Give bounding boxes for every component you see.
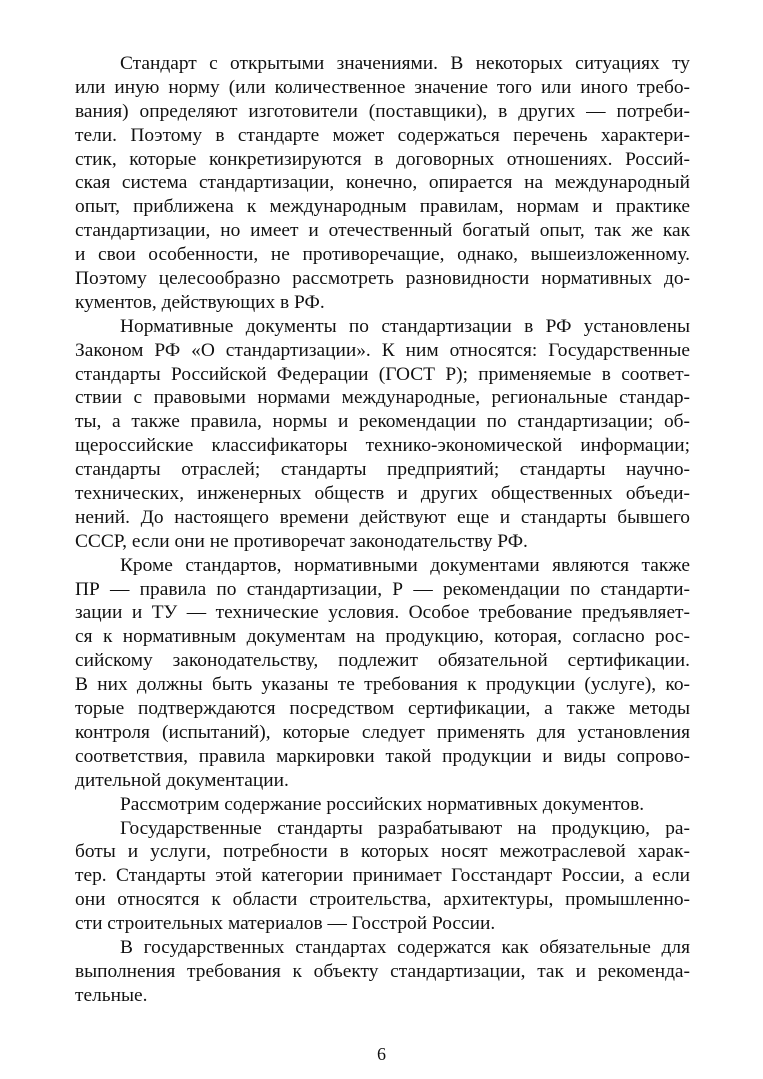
paragraph [75,817,690,936]
text-line: тер. Стандарты этой категории принимает Госстандарт России, а если [75,865,690,887]
text-line: стандарты отраслей; стандарты предприятий; стандарты научно- [75,459,690,481]
text-line: стандартизации, но имеет и отечественный богатый опыт, так же как [75,220,690,242]
text-line: Кроме стандартов, нормативными документами являются также [120,554,690,576]
text-line: торые подтверждаются посредством сертификации, а также методы [75,698,690,720]
text-line: ты, а также правила, нормы и рекомендации по стандартизации; об- [75,411,690,433]
text-line: нений. До настоящего времени действуют еще и стандарты бывшего [75,506,690,528]
text-line: вания) определяют изготовители (поставщики), в других — потреби- [75,100,690,122]
text-line: ская система стандартизации, конечно, опирается на международный [75,172,690,194]
text-line: СССР, если они не противоречат законодательству РФ. [75,530,528,552]
paragraph [75,793,690,817]
text-line: Поэтому целесообразно рассмотреть разновидности нормативных до- [75,268,690,290]
text-line: и свои особенности, не противоречащие, однако, вышеизложенному. [75,244,690,266]
text-line: ствии с правовыми нормами международные, региональные стандар- [75,387,690,409]
paragraph [75,315,690,554]
paragraph [75,936,690,1008]
text-line: они относятся к области строительства, архитектуры, промышленно- [75,889,690,911]
text-line: боты и услуги, потребности в которых носят межотраслевой харак- [75,841,690,863]
text-line: Стандарт с открытыми значениями. В некоторых ситуациях ту [120,53,690,74]
text-line: Государственные стандарты разрабатывают на продукцию, ра- [120,817,690,839]
text-line: Рассмотрим содержание российских нормативных документов. [120,793,645,815]
text-line: ся к нормативным документам на продукцию, которая, согласно рос- [75,626,690,648]
page-number: 6 [377,1044,386,1064]
text-line: сти строительных материалов — Госстрой России. [75,913,496,935]
text-line: контроля (испытаний), которые следует применять для установления [75,721,690,743]
text-line: тели. Поэтому в стандарте может содержаться перечень характери- [75,124,690,146]
text-line: В государственных стандартах содержатся как обязательные для [120,936,690,958]
text-line: или иную норму (или количественное значение того или иного требо- [75,76,690,98]
text-line: зации и ТУ — технические условия. Особое требование предъявляет- [75,602,690,624]
text-line: тельные. [75,984,148,1006]
text-line: соответствия, правила маркировки такой продукции и виды сопрово- [75,745,690,767]
text-line: В них должны быть указаны те требования к продукции (услуге), ко- [75,674,690,696]
text-line: Законом РФ «О стандартизации». К ним относятся: Государственные [75,339,690,361]
text-line: стандарты Российской Федерации (ГОСТ Р); применяемые в соответ- [75,363,690,385]
text-line: ПР — правила по стандартизации, Р — рекомендации по стандарти- [75,578,690,600]
text-line: дительной документации. [75,769,289,791]
text-line: опыт, приближена к международным правилам, нормам и практике [75,196,690,218]
document-body [75,52,690,1008]
text-line: щероссийские классификаторы технико-экономической информации; [75,435,690,457]
paragraph [75,52,690,315]
text-line: выполнения требования к объекту стандартизации, так и рекоменда- [75,960,690,982]
text-line: кументов, действующих в РФ. [75,291,325,313]
text-line: Нормативные документы по стандартизации в РФ установлены [120,315,690,337]
text-line: технических, инженерных обществ и других общественных объеди- [75,483,690,505]
text-line: сийскому законодательству, подлежит обязательной сертификации. [75,650,690,672]
paragraph [75,554,690,793]
text-line: стик, которые конкретизируются в договорных отношениях. Россий- [75,148,690,170]
